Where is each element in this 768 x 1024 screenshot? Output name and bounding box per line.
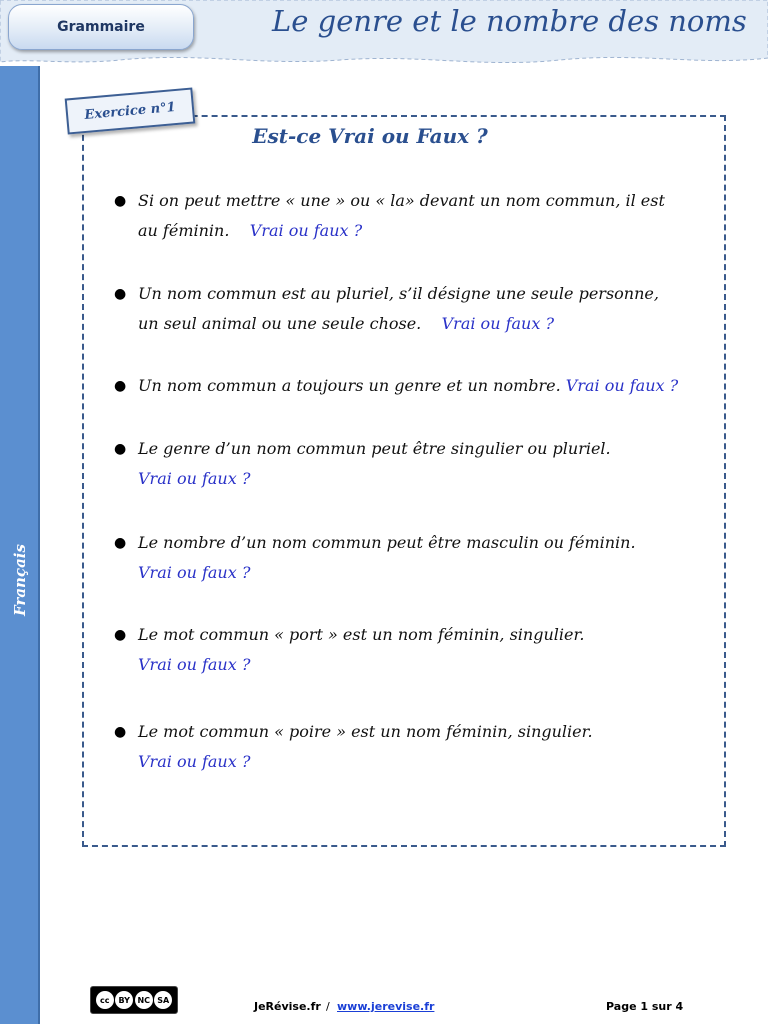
question-item xyxy=(114,620,684,680)
question-item xyxy=(114,434,684,494)
bullet-icon: ● xyxy=(114,378,127,394)
page-number: Page 1 sur 4 xyxy=(606,1000,684,1013)
question-text-wrap xyxy=(138,186,684,246)
question-text-wrap xyxy=(138,371,684,401)
answer-prompt: Vrai ou faux ? xyxy=(138,752,251,771)
question-text: Le mot commun « poire » est un nom féminin, singulier. xyxy=(138,722,593,741)
page-title: Le genre et le nombre des noms xyxy=(272,4,747,38)
footer-site-name: JeRévise.fr xyxy=(254,1000,321,1013)
cc-icon: cc xyxy=(96,991,114,1009)
answer-prompt: Vrai ou faux ? xyxy=(565,376,679,395)
question-text: Le genre d’un nom commun peut être singulier ou pluriel. xyxy=(138,439,611,458)
answer-prompt: Vrai ou faux ? xyxy=(138,563,251,582)
exercise-number-label: Exercice n°1 xyxy=(83,99,177,123)
question-item xyxy=(114,717,684,777)
question-item xyxy=(114,279,684,339)
sa-icon: SA xyxy=(154,991,172,1009)
question-text: Si on peut mettre « une » ou « la» devant un nom commun, il est au féminin. xyxy=(138,191,665,240)
exercise-title: Est-ce Vrai ou Faux ? xyxy=(252,124,488,148)
subject-label: Grammaire xyxy=(57,19,145,35)
page-footer xyxy=(0,994,768,1024)
bullet-icon: ● xyxy=(114,535,127,551)
footer-separator: / xyxy=(326,1000,330,1013)
question-text: Un nom commun est au pluriel, s’il désigne une seule personne, un seul animal ou une seule chose. xyxy=(138,284,659,333)
answer-prompt: Vrai ou faux ? xyxy=(249,221,363,240)
footer-site-link[interactable]: www.jerevise.fr xyxy=(337,1000,435,1013)
answer-prompt: Vrai ou faux ? xyxy=(138,469,251,488)
question-item xyxy=(114,186,684,246)
question-text: Le mot commun « port » est un nom féminin, singulier. xyxy=(138,625,585,644)
sidebar-subject-label: Français xyxy=(11,544,30,616)
question-text-wrap xyxy=(138,620,684,680)
creative-commons-badge[interactable] xyxy=(90,986,178,1014)
answer-prompt: Vrai ou faux ? xyxy=(138,655,251,674)
bullet-icon: ● xyxy=(114,193,127,209)
bullet-icon: ● xyxy=(114,627,127,643)
bullet-icon: ● xyxy=(114,441,127,457)
bullet-icon: ● xyxy=(114,724,127,740)
bullet-icon: ● xyxy=(114,286,127,302)
answer-prompt: Vrai ou faux ? xyxy=(441,314,555,333)
question-item xyxy=(114,528,684,588)
question-text-wrap xyxy=(138,279,684,339)
by-icon: BY xyxy=(115,991,133,1009)
question-item xyxy=(114,371,684,401)
nc-icon: NC xyxy=(135,991,153,1009)
question-text: Un nom commun a toujours un genre et un nombre. xyxy=(138,376,561,395)
question-text-wrap xyxy=(138,717,684,777)
question-text: Le nombre d’un nom commun peut être masculin ou féminin. xyxy=(138,533,636,552)
question-text-wrap xyxy=(138,528,684,588)
question-text-wrap xyxy=(138,434,684,494)
